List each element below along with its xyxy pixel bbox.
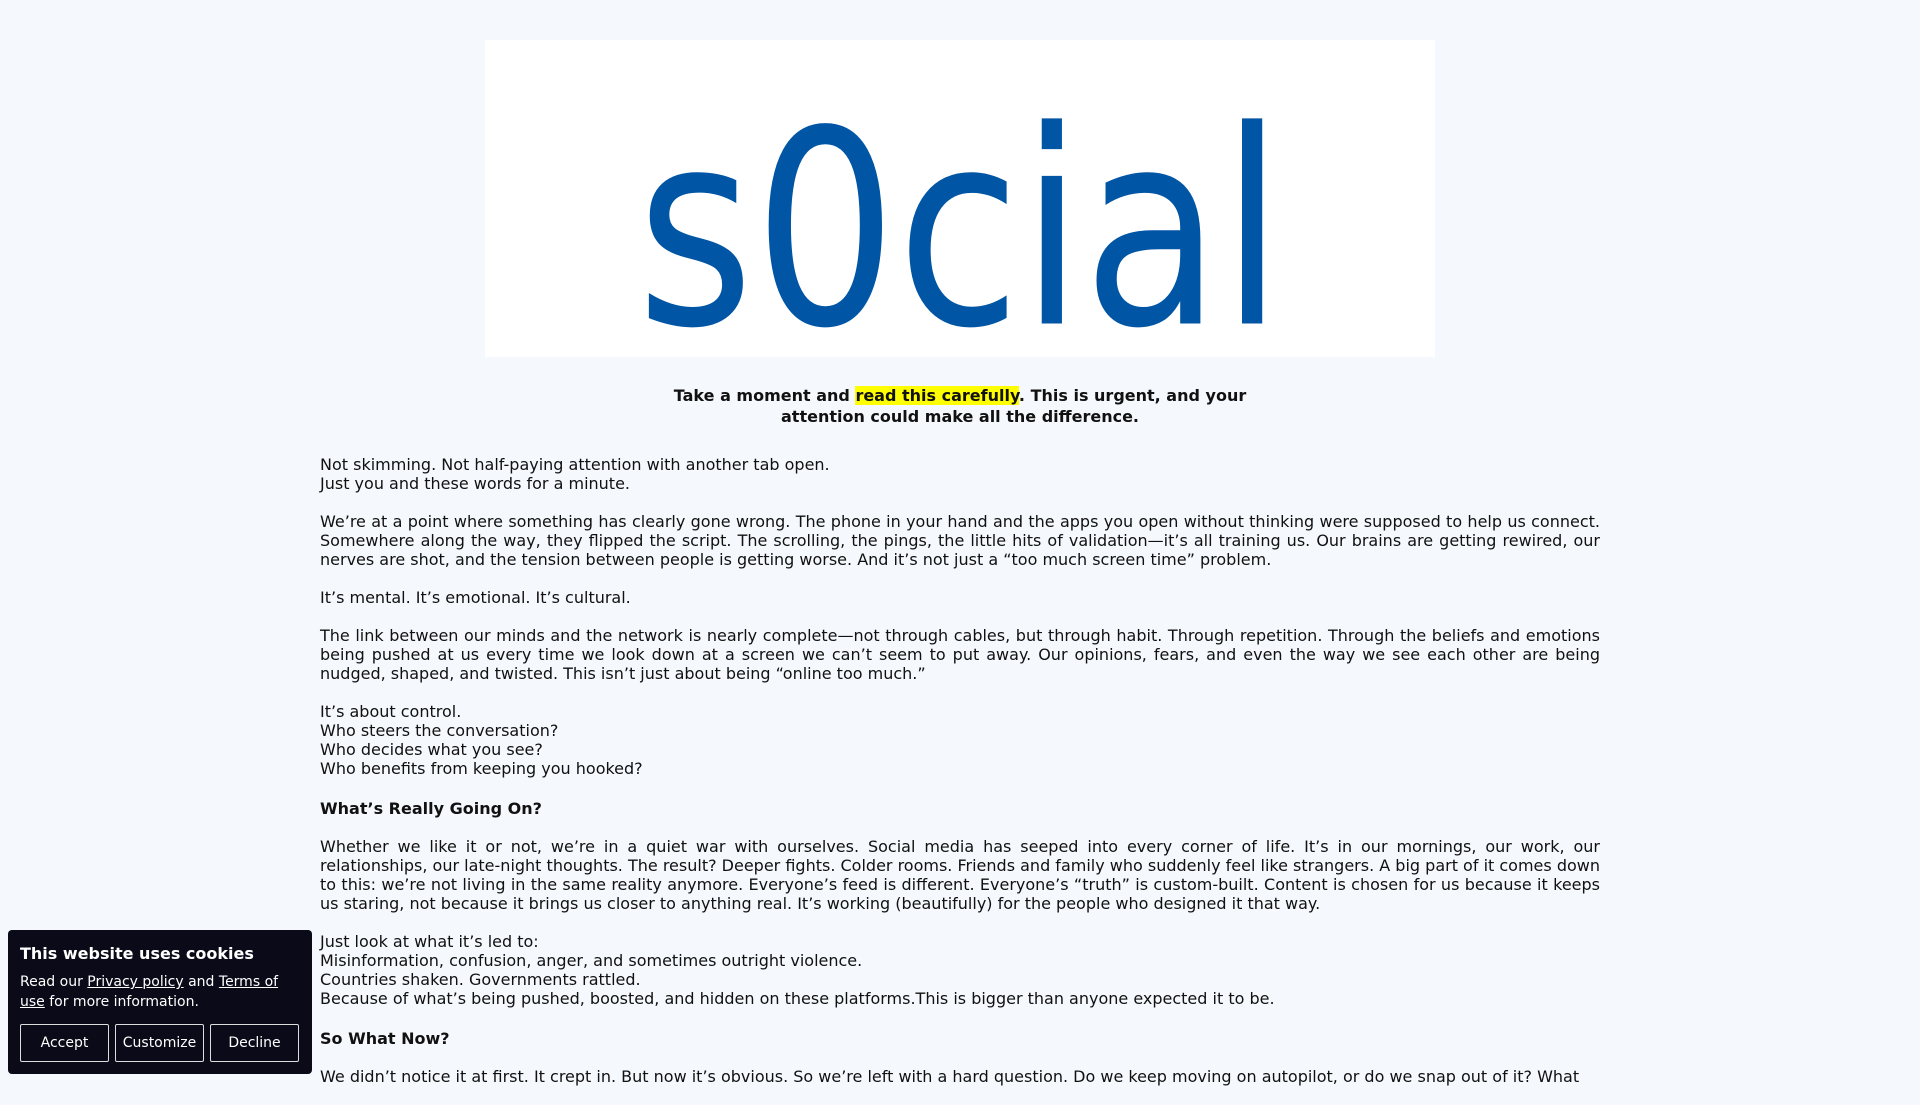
paragraph: Whether we like it or not, we’re in a quiet war with ourselves. Social media has seeped into every corner of life. It’s in our mornings, our work, our relationships, our late-night thoughts. The result? Deeper fights. Colder rooms. Friends and family who suddenly feel like strangers. A big part of it comes down to this: we’re not living in the same reality anymore. Everyone’s feed is different. Everyone’s “truth” is custom-built. Content is chosen for us because it keeps us staring, not because it brings us closer to anything real. It’s working (beautifully) for the people who designed it that way. bbox=[320, 837, 1600, 913]
paragraph: We’re at a point where something has clearly gone wrong. The phone in your hand and the apps you open without thinking were supposed to help us connect. Somewhere along the way, they flipped the script. The scrolling, the pings, the little hits of validation—it’s all training us. Our brains are getting rewired, our nerves are shot, and the tension between people is getting worse. And it’s not just a “too much screen time” problem. bbox=[320, 512, 1600, 569]
cookie-banner bbox=[8, 930, 312, 1074]
decline-button[interactable]: Decline bbox=[210, 1024, 299, 1062]
logo-banner bbox=[485, 40, 1435, 357]
article-body bbox=[320, 455, 1600, 1105]
accept-button[interactable]: Accept bbox=[20, 1024, 109, 1062]
paragraph: The link between our minds and the network is nearly complete—not through cables, but through habit. Through repetition. Through the beliefs and emotions being pushed at us every time we look down at a screen we can’t seem to put away. Our opinions, fears, and even the way we see each other are being nudged, shaped, and twisted. This isn’t just about being “online too much.” bbox=[320, 626, 1600, 683]
cookie-title: This website uses cookies bbox=[20, 944, 254, 963]
section-heading: So What Now? bbox=[320, 1029, 450, 1048]
paragraph: Not skimming. Not half-paying attention with another tab open. Just you and these words for a minute. bbox=[320, 455, 830, 493]
paragraph: It’s about control. Who steers the conversation? Who decides what you see? Who benefits from keeping you hooked? bbox=[320, 702, 643, 778]
cookie-actions bbox=[20, 1024, 300, 1062]
paragraph: We didn’t notice it at first. It crept in. But now it’s obvious. So we’re left with a hard question. Do we keep moving on autopilot, or do we snap out of it? What bbox=[320, 1067, 1580, 1086]
paragraph: Just look at what it’s led to: Misinformation, confusion, anger, and sometimes outright violence. Countries shaken. Governments rattled. Because of what’s being pushed, boosted, and hidden on these platforms.This is bigger than anyone expected it to be. bbox=[320, 932, 1275, 1008]
intro-callout bbox=[660, 385, 1260, 427]
intro-highlight: read this carefully bbox=[855, 386, 1019, 405]
paragraph: It’s mental. It’s emotional. It’s cultural. bbox=[320, 588, 631, 607]
cookie-text: Read our Privacy policy and Terms of use for more information. bbox=[20, 974, 279, 1010]
logo-text: s0cial bbox=[636, 72, 1284, 357]
terms-of-use-link[interactable]: Terms of use bbox=[20, 974, 279, 1010]
section-heading: What’s Really Going On? bbox=[320, 799, 542, 818]
privacy-policy-link[interactable]: Privacy policy bbox=[87, 974, 184, 990]
social-logo bbox=[485, 40, 1435, 357]
intro-text-end: . This is urgent, and your attention could make all the difference. bbox=[781, 386, 1247, 426]
customize-button[interactable]: Customize bbox=[115, 1024, 204, 1062]
intro-text: Take a moment and bbox=[673, 386, 856, 405]
